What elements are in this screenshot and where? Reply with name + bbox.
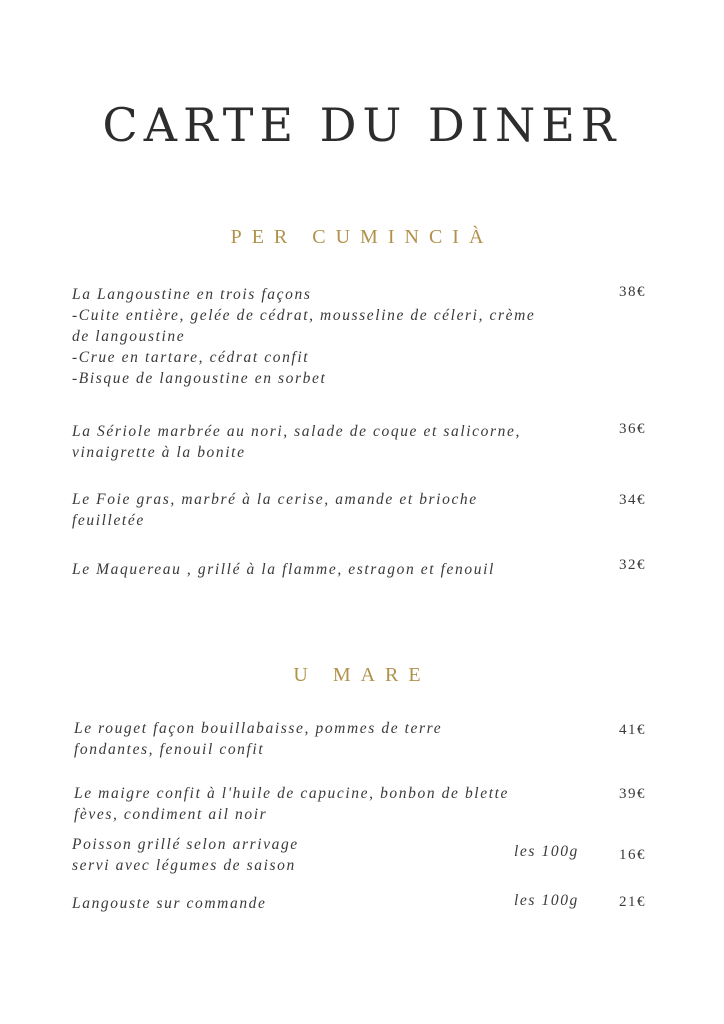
menu-item-maquereau: Le Maquereau , grillé à la flamme, estragon et fenouil (72, 561, 495, 578)
price-langouste: 21€ (619, 894, 646, 910)
price-maquereau: 32€ (619, 557, 646, 573)
price-maigre: 39€ (619, 786, 646, 802)
menu-title: CARTE DU DINER (102, 98, 622, 152)
price-langoustine: 38€ (619, 284, 646, 300)
menu-item-maigre: Le maigre confit à l'huile de capucine, bonbon de blette fèves, condiment ail noir (74, 785, 509, 823)
menu-item-langoustine: La Langoustine en trois façons -Cuite entière, gelée de cédrat, mousseline de céleri, crème de langoustine -Crue en tartare, cédrat confit -Bisque de langoustine en sorbet (72, 286, 536, 387)
menu-item-poisson-grille: Poisson grillé selon arrivage servi avec légumes de saison (72, 836, 299, 874)
menu-item-foie-gras: Le Foie gras, marbré à la cerise, amande et brioche feuilletée (72, 491, 478, 529)
menu-item-langouste: Langouste sur commande (72, 895, 267, 912)
price-seriole: 36€ (619, 421, 646, 437)
menu-item-seriole: La Sériole marbrée au nori, salade de coque et salicorne, vinaigrette à la bonite (72, 423, 521, 461)
unit-poisson-grille: les 100g (514, 843, 579, 860)
section-heading-per-cumincia: PER CUMINCIÀ (230, 226, 494, 248)
section-heading-u-mare: U MARE (293, 664, 431, 686)
unit-langouste: les 100g (514, 892, 579, 909)
menu-item-rouget: Le rouget façon bouillabaisse, pommes de terre fondantes, fenouil confit (74, 720, 443, 758)
price-poisson-grille: 16€ (619, 847, 646, 863)
price-foie-gras: 34€ (619, 492, 646, 508)
price-rouget: 41€ (619, 722, 646, 738)
